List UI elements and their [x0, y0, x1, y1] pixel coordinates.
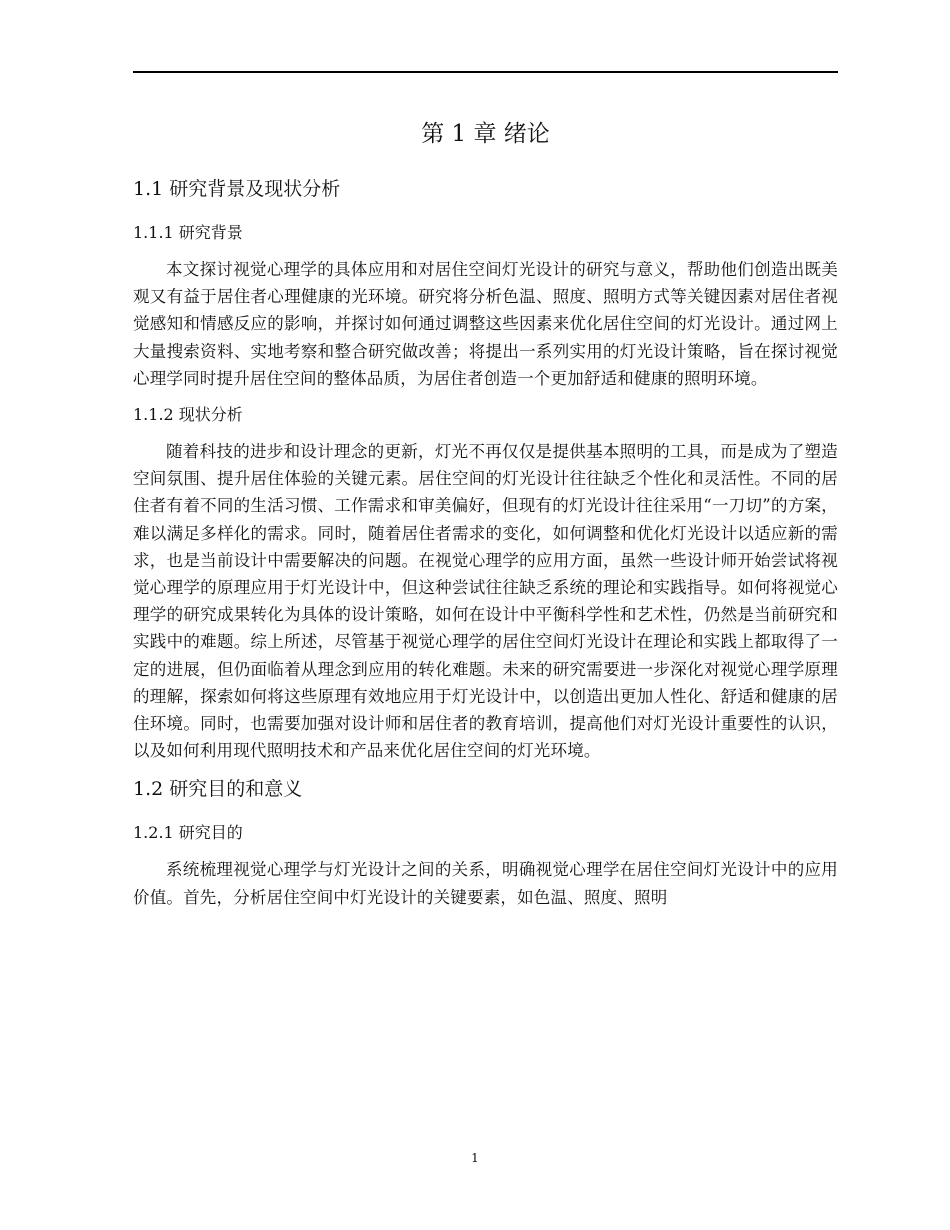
subsection-heading-1-1-2: 1.1.2 现状分析	[133, 405, 243, 425]
section-heading-1-2: 1.2 研究目的和意义	[133, 778, 303, 801]
header-rule	[133, 71, 838, 73]
subsection-heading-1-2-1: 1.2.1 研究目的	[133, 823, 243, 843]
section-heading-1-1: 1.1 研究背景及现状分析	[133, 178, 341, 200]
page-body	[133, 112, 838, 917]
subsection-heading-1-1-1: 1.1.1 研究背景	[133, 223, 243, 242]
paragraph-status-analysis: 随着科技的进步和设计理念的更新，灯光不再仅仅是提供基本照明的工具，而是成为了塑造空间氛围、提升居住体验的关键元素。居住空间的灯光设计往往缺乏个性化和灵活性。不同的居住者有着不同的生活习惯、工作需求和审美偏好，但现有的灯光设计往往采用“一刀切”的方案，难以满足多样化的需求。同时，随着居住者需求的变化，如何调整和优化灯光设计以适应新的需求，也是当前设计中需要解决的问题。在视觉心理学的应用方面，虽然一些设计师开始尝试将视觉心理学的原理应用于灯光设计中，但这种尝试往往缺乏系统的理论和实践指导。如何将视觉心理学的研究成果转化为具体的设计策略，如何在设计中平衡科学性和艺术性，仍然是当前研究和实践中的难题。综上所述，尽管基于视觉心理学的居住空间灯光设计在理论和实践上都取得了一定的进展，但仍面临着从理念到应用的转化难题。未来的研究需要进一步深化对视觉心理学原理的理解，探索如何将这些原理有效地应用于灯光设计中，以创造出更加人性化、舒适和健康的居住环境。同时，也需要加强对设计师和居住者的教育培训，提高他们对灯光设计重要性的认识，以及如何利用现代照明技术和产品来优化居住空间的灯光环境。	[133, 442, 838, 761]
page-number: 1	[471, 1151, 479, 1165]
chapter-title: 第 1 章 绪论	[421, 121, 550, 147]
paragraph-research-background: 本文探讨视觉心理学的具体应用和对居住空间灯光设计的研究与意义，帮助他们创造出既美观又有益于居住者心理健康的光环境。研究将分析色温、照度、照明方式等关键因素对居住者视觉感知和情感反应的影响，并探讨如何通过调整这些因素来优化居住空间的灯光设计。通过网上大量搜索资料、实地考察和整合研究做改善；将提出一系列实用的灯光设计策略，旨在探讨视觉心理学同时提升居住空间的整体品质，为居住者创造一个更加舒适和健康的照明环境。	[133, 260, 838, 388]
paragraph-research-purpose: 系统梳理视觉心理学与灯光设计之间的关系，明确视觉心理学在居住空间灯光设计中的应用价值。首先，分析居住空间中灯光设计的关键要素，如色温、照度、照明	[133, 860, 838, 907]
